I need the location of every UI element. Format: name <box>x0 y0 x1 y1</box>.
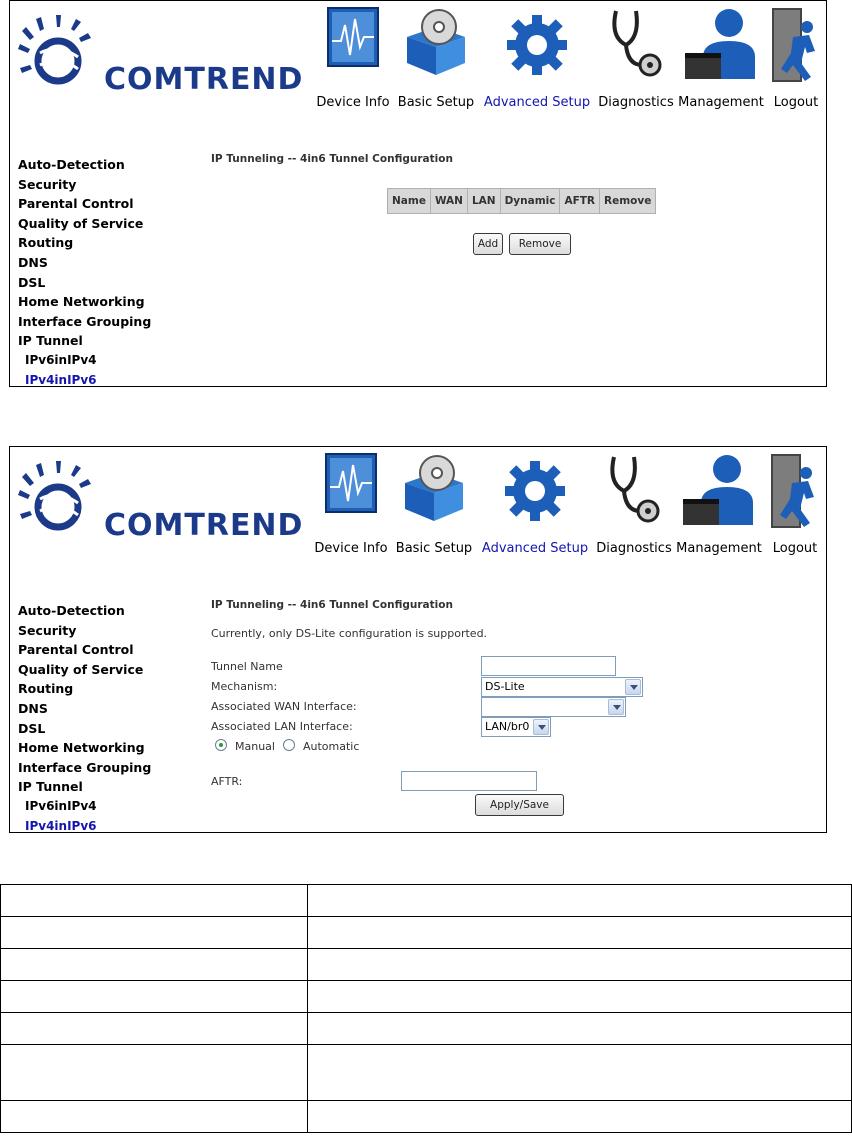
exit-door-icon <box>770 453 820 533</box>
lan-interface-value: LAN/br0 <box>485 720 530 733</box>
sidebar-item-ipv4inipv6[interactable]: IPv4inIPv6 <box>25 818 97 833</box>
brand-name: COMTREND <box>104 508 304 543</box>
nav-label: Advanced Setup <box>483 95 591 110</box>
gear-icon <box>502 7 572 81</box>
column-header: WAN <box>430 189 467 214</box>
nav-logout[interactable] <box>764 447 826 583</box>
stethoscope-icon <box>604 453 664 531</box>
table-cell <box>308 1101 852 1133</box>
nav-diagnostics[interactable] <box>594 447 674 583</box>
sidebar-item-routing[interactable]: Routing <box>18 681 74 697</box>
add-button[interactable]: Add <box>473 233 503 255</box>
column-header: Remove <box>600 189 656 214</box>
top-nav <box>310 1 827 137</box>
sidebar-item-ipv6inipv4[interactable]: IPv6inIPv4 <box>25 352 97 367</box>
sidebar-item-home-networking[interactable]: Home Networking <box>18 740 145 756</box>
description-table <box>0 884 852 1133</box>
main-content <box>165 583 826 832</box>
sidebar-item-ipv4inipv6[interactable]: IPv4inIPv6 <box>25 372 97 387</box>
sidebar-item-security[interactable]: Security <box>18 622 77 638</box>
nav-management[interactable] <box>674 447 764 583</box>
sidebar-item-dsl[interactable]: DSL <box>18 274 46 290</box>
nav-label: Diagnostics <box>596 541 672 556</box>
table-cell <box>1 949 308 981</box>
table-header-row <box>1 885 852 917</box>
table-cell <box>1 1101 308 1133</box>
table-cell <box>1 917 308 949</box>
sidebar-item-dns[interactable]: DNS <box>18 254 48 270</box>
sidebar-item-parental-control[interactable]: Parental Control <box>18 196 134 212</box>
header <box>10 447 826 583</box>
mechanism-value: DS-Lite <box>485 680 525 693</box>
nav-basic-setup[interactable] <box>392 447 476 583</box>
manual-label: Manual <box>235 740 275 753</box>
column-header: Name <box>388 189 431 214</box>
sidebar-item-home-networking[interactable]: Home Networking <box>18 294 145 310</box>
lan-interface-select[interactable] <box>481 717 551 737</box>
remove-button[interactable]: Remove <box>509 233 571 255</box>
nav-basic-setup[interactable] <box>394 1 478 137</box>
ds-lite-note: Currently, only DS-Lite configuration is supported. <box>211 627 488 640</box>
sidebar-item-interface-grouping[interactable]: Interface Grouping <box>18 759 152 775</box>
sidebar-item-ip-tunnel[interactable]: IP Tunnel <box>18 779 83 795</box>
sidebar-item-auto-detection[interactable]: Auto-Detection <box>18 157 125 172</box>
nav-device-info[interactable] <box>312 1 394 137</box>
chevron-down-icon <box>533 719 549 735</box>
chevron-down-icon <box>608 699 624 715</box>
nav-label: Device Info <box>314 541 388 556</box>
column-header: Dynamic <box>500 189 560 214</box>
wan-interface-select[interactable] <box>481 697 626 717</box>
table-header-cell <box>308 885 852 917</box>
manual-radio[interactable] <box>215 739 227 751</box>
user-admin-icon <box>683 7 759 85</box>
mechanism-select[interactable] <box>481 677 643 697</box>
sidebar-item-routing[interactable]: Routing <box>18 235 74 251</box>
user-admin-icon <box>681 453 757 531</box>
table-cell <box>1 1013 308 1045</box>
table-row <box>1 1101 852 1133</box>
table-cell <box>308 981 852 1013</box>
nav-label: Advanced Setup <box>481 541 589 556</box>
tunnel-name-input[interactable] <box>481 656 616 676</box>
stethoscope-icon <box>606 7 666 85</box>
main-content <box>165 137 826 386</box>
column-header: LAN <box>467 189 500 214</box>
aftr-input[interactable] <box>401 771 537 791</box>
sidebar <box>10 137 165 387</box>
tunnel-table <box>387 188 656 214</box>
nav-label: Basic Setup <box>397 95 475 110</box>
table-row <box>1 981 852 1013</box>
comtrend-logo <box>18 453 308 545</box>
nav-advanced-setup[interactable] <box>478 1 596 137</box>
top-nav <box>308 447 827 583</box>
sidebar-item-quality-of-service[interactable]: Quality of Service <box>18 215 144 231</box>
table-row <box>1 917 852 949</box>
comtrend-logo <box>18 7 308 99</box>
table-cell <box>308 917 852 949</box>
table-cell <box>308 1013 852 1045</box>
screenshot-tunnel-list <box>9 0 827 387</box>
table-row <box>1 1045 852 1101</box>
table-cell <box>1 981 308 1013</box>
table-cell <box>308 949 852 981</box>
nav-logout[interactable] <box>766 1 826 137</box>
page-title: IP Tunneling -- 4in6 Tunnel Configuration <box>211 153 453 165</box>
sidebar-item-ip-tunnel[interactable]: IP Tunnel <box>18 333 83 349</box>
sidebar <box>10 583 165 833</box>
nav-label: Basic Setup <box>395 541 473 556</box>
nav-advanced-setup[interactable] <box>476 447 594 583</box>
sidebar-item-security[interactable]: Security <box>18 176 77 192</box>
automatic-radio[interactable] <box>283 739 295 751</box>
exit-door-icon <box>771 7 821 87</box>
table-cell <box>1 1045 308 1101</box>
nav-device-info[interactable] <box>310 447 392 583</box>
nav-diagnostics[interactable] <box>596 1 676 137</box>
box-disc-icon <box>401 7 471 81</box>
page-title: IP Tunneling -- 4in6 Tunnel Configuration <box>211 599 453 611</box>
nav-management[interactable] <box>676 1 766 137</box>
box-disc-icon <box>399 453 469 527</box>
nav-label: Logout <box>773 95 819 110</box>
monitor-waveform-icon <box>325 453 377 519</box>
header <box>10 1 826 137</box>
table-row <box>1 949 852 981</box>
table-cell <box>308 1045 852 1101</box>
sidebar-item-ipv6inipv4[interactable]: IPv6inIPv4 <box>25 798 97 813</box>
mechanism-label: Mechanism: <box>211 680 278 693</box>
sidebar-item-parental-control[interactable]: Parental Control <box>18 642 134 658</box>
lan-interface-label: Associated LAN Interface: <box>211 720 353 733</box>
screenshot-tunnel-config <box>9 446 827 833</box>
sidebar-item-quality-of-service[interactable]: Quality of Service <box>18 661 144 677</box>
automatic-label: Automatic <box>303 740 360 753</box>
nav-label: Logout <box>772 541 818 556</box>
brand-name: COMTREND <box>104 62 304 97</box>
apply-save-button[interactable]: Apply/Save <box>475 794 564 816</box>
wan-interface-label: Associated WAN Interface: <box>211 700 357 713</box>
sidebar-item-dns[interactable]: DNS <box>18 700 48 716</box>
monitor-waveform-icon <box>327 7 379 73</box>
table-header-cell <box>1 885 308 917</box>
tunnel-name-label: Tunnel Name <box>211 660 283 673</box>
gear-icon <box>500 453 570 527</box>
chevron-down-icon <box>625 679 641 695</box>
nav-label: Management <box>678 95 764 110</box>
aftr-label: AFTR: <box>211 775 243 788</box>
nav-label: Diagnostics <box>598 95 674 110</box>
sidebar-item-dsl[interactable]: DSL <box>18 720 46 736</box>
sidebar-item-auto-detection[interactable]: Auto-Detection <box>18 603 125 618</box>
column-header: AFTR <box>560 189 600 214</box>
nav-label: Management <box>676 541 762 556</box>
sidebar-item-interface-grouping[interactable]: Interface Grouping <box>18 313 152 329</box>
table-row <box>1 1013 852 1045</box>
nav-label: Device Info <box>316 95 390 110</box>
